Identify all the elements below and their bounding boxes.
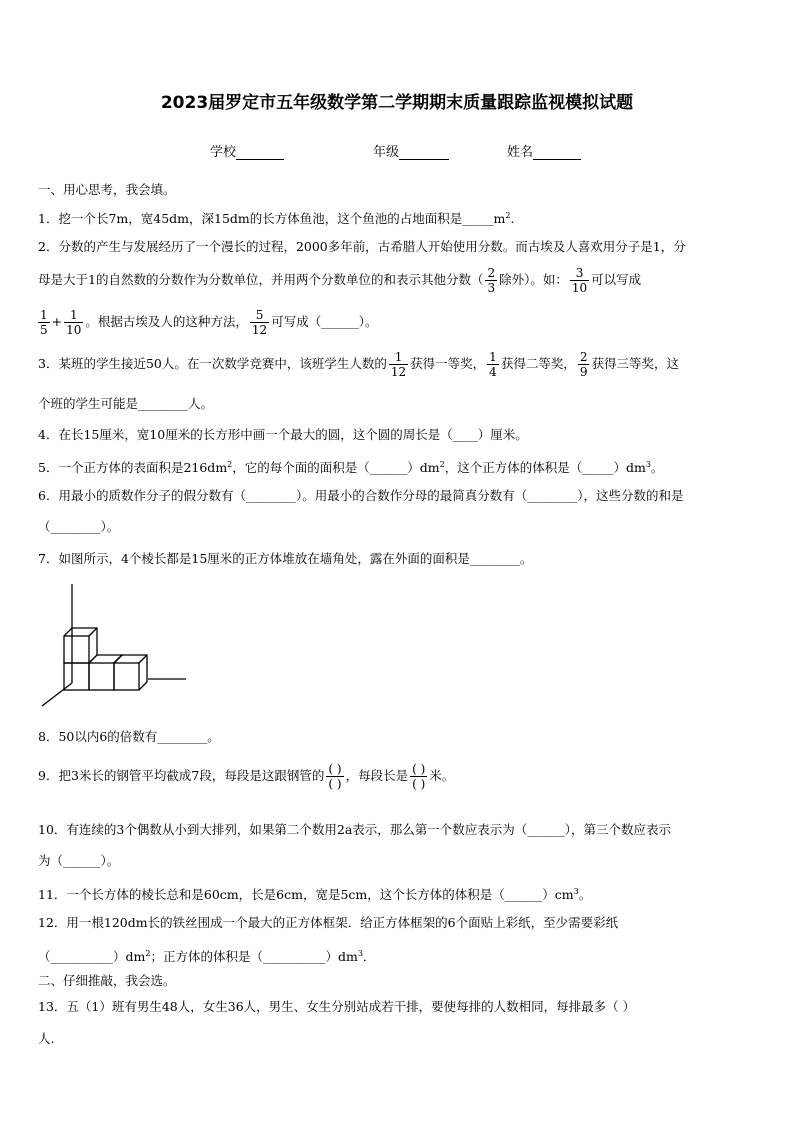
question-12-line-2: $(\_\_\_\_\_\_\_\_\_\_)dm^2$；正方体的体积是$(\_\_\_\_\_\_\_\_\_\_)dm^3$． <box>38 949 376 965</box>
question-3-line-1: 3．某班的学生接近50人。在一次数学竞赛中，该班学生人数的 $\frac{1}{12}$ 获得一等奖， $\frac{1}{4}$ 获得二等奖， $\frac{2}{9}$ 获得三等奖，这 <box>38 350 679 379</box>
question-3-line-2: 个班的学生可能是________人。 <box>38 396 214 411</box>
fraction: $\frac{2}{9}$ <box>579 350 588 379</box>
fraction: $\frac{1}{5}$ <box>40 308 48 337</box>
question-1: 1．挖一个长7m，宽45dm，深15dm的长方体鱼池，这个鱼池的占地面积是$\_\_\_\_\_m^2$. <box>38 211 515 227</box>
name-field: 姓名 <box>507 141 581 160</box>
question-10-line-1: 10．有连续的3个偶数从小到大排列，如果第二个数用2a表示，那么第一个数应表示为（______），第三个数应表示 <box>38 822 672 837</box>
question-11: 11．一个长方体的棱长总和是60cm，长是6cm，宽是5cm，这个长方体的体积是$(\_\_\_\_\_\_)cm^3$。 <box>38 887 592 903</box>
question-2-line-1: 2．分数的产生与发展经历了一个漫长的过程，2000多年前，古希腊人开始使用分数。而古埃及人喜欢用分子是1，分 <box>38 239 686 254</box>
question-6-line-1: 6．用最小的质数作分子的假分数有（________）。用最小的合数作分母的最简真分数有（________），这些分数的和是 <box>38 488 684 503</box>
fraction-blank[interactable]: $\frac{( )}{( )}$ <box>328 762 342 791</box>
question-13-line-2: 人. <box>38 1031 55 1046</box>
fraction: $\frac{1}{10}$ <box>66 308 82 337</box>
question-4: 4．在长15厘米，宽10厘米的长方形中画一个最大的圆，这个圆的周长是（____）厘米。 <box>38 427 528 442</box>
question-2-line-2: 母是大于1的自然数的分数作为分数单位，并用两个分数单位的和表示其他分数（ $\frac{2}{3}$ 除外）。如： $\frac{3}{10}$ 可以写成 <box>38 266 642 295</box>
question-10-line-2: 为（______）。 <box>38 853 120 868</box>
question-8: 8．50以内6的倍数有________。 <box>38 729 220 744</box>
fraction: $\frac{1}{4}$ <box>489 350 497 379</box>
question-2-line-3: $\frac{1}{5}$ + $\frac{1}{10}$ 。根据古埃及人的这种方法， $\frac{5}{12}$ 可写成（______）。 <box>40 308 378 337</box>
question-13-line-1: 13．五（1）班有男生48人，女生36人，男生、女生分别站成若干排，要使每排的人数相同，每排最多（ ） <box>38 999 636 1014</box>
page-title: 2023届罗定市五年级数学第二学期期末质量跟踪监视模拟试题 <box>160 93 634 113</box>
corner-cubes-figure <box>38 580 198 710</box>
question-9: 9．把3米长的钢管平均截成7段，每段是这跟钢管的 $\frac{( )}{( )}$ ，每段长是 $\frac{( )}{( )}$ 米。 <box>38 762 455 791</box>
fraction: $\frac{1}{12}$ <box>390 350 407 379</box>
school-blank[interactable] <box>236 146 284 160</box>
question-7: 7．如图所示，4个棱长都是15厘米的正方体堆放在墙角处，露在外面的面积是________。 <box>38 551 533 566</box>
question-6-line-2: （________）。 <box>38 519 120 534</box>
section-2-heading: 二、仔细推敲，我会选。 <box>38 973 176 988</box>
grade-field: 年级 <box>373 141 449 160</box>
fraction: $\frac{2}{3}$ <box>487 266 496 295</box>
question-5: 5．一个正方体的表面积是$216dm^2$，它的每个面的面积是$(\_\_\_\_\_\_)dm^2$，这个正方体的体积是$(\_\_\_\_\_)dm^3$。 <box>38 460 664 476</box>
fraction: $\frac{5}{12}$ <box>251 308 268 337</box>
name-blank[interactable] <box>533 146 581 160</box>
fraction: $\frac{3}{10}$ <box>571 266 588 295</box>
section-1-heading: 一、用心思考，我会填。 <box>38 182 176 197</box>
fraction-blank[interactable]: $\frac{( )}{( )}$ <box>412 762 426 791</box>
school-field: 学校 <box>210 141 284 160</box>
question-12-line-1: 12．用一根120dm长的铁丝围成一个最大的正方体框架．给正方体框架的6个面贴上彩纸，至少需要彩纸 <box>38 915 619 930</box>
grade-blank[interactable] <box>399 146 449 160</box>
